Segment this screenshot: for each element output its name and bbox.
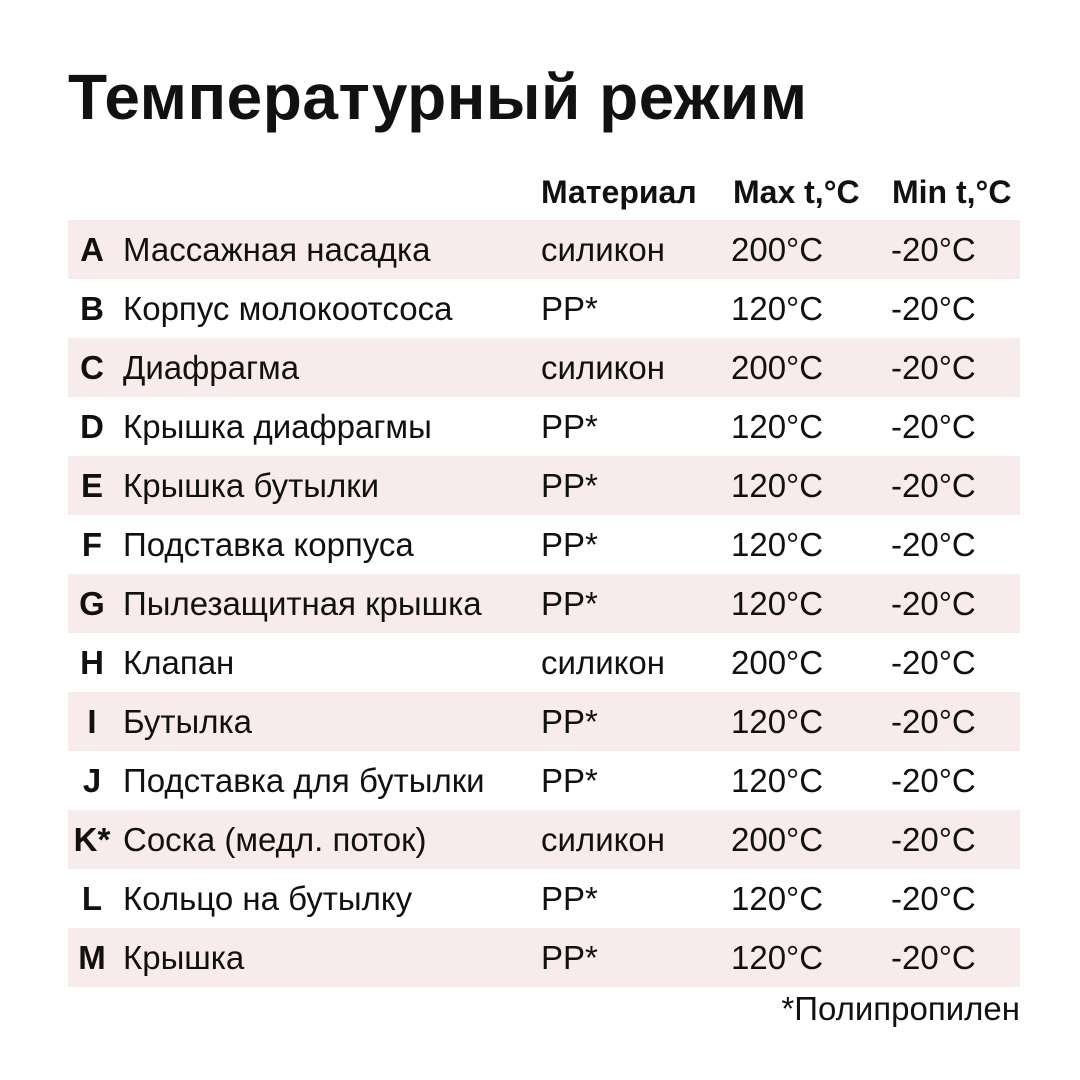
row-part-name: Подставка корпуса	[123, 526, 414, 563]
row-max-temp: 120°C	[731, 703, 824, 740]
header-material: Материал	[541, 173, 697, 210]
row-material: PP*	[541, 762, 598, 799]
row-min-temp: -20°C	[891, 526, 976, 563]
table-row	[68, 810, 1020, 869]
row-letter: G	[79, 585, 105, 622]
row-material: PP*	[541, 526, 598, 563]
table-row	[68, 869, 1020, 928]
row-max-temp: 120°C	[731, 526, 824, 563]
page-title: Температурный режим	[68, 61, 808, 133]
row-part-name: Крышка бутылки	[123, 467, 380, 504]
row-min-temp: -20°C	[891, 880, 976, 917]
row-min-temp: -20°C	[891, 939, 976, 976]
row-material: силикон	[541, 349, 666, 386]
table-row	[68, 515, 1020, 574]
row-min-temp: -20°C	[891, 290, 976, 327]
row-min-temp: -20°C	[891, 821, 976, 858]
row-letter: L	[81, 880, 103, 917]
row-min-temp: -20°C	[891, 231, 976, 268]
table-header	[68, 163, 1020, 220]
row-material: силикон	[541, 231, 666, 268]
row-material: силикон	[541, 644, 666, 681]
row-letter: B	[80, 290, 104, 327]
row-material: PP*	[541, 703, 598, 740]
row-max-temp: 120°C	[731, 408, 824, 445]
row-max-temp: 200°C	[731, 821, 824, 858]
row-max-temp: 120°C	[731, 290, 824, 327]
row-min-temp: -20°C	[891, 408, 976, 445]
row-max-temp: 120°C	[731, 880, 824, 917]
table-row	[68, 456, 1020, 515]
row-letter: J	[82, 762, 102, 799]
row-part-name: Бутылка	[123, 703, 253, 740]
row-part-name: Массажная насадка	[123, 231, 431, 268]
header-min-temp: Min t,°C	[892, 173, 1012, 210]
row-min-temp: -20°C	[891, 349, 976, 386]
table-row	[68, 574, 1020, 633]
row-material: PP*	[541, 880, 598, 917]
row-max-temp: 120°C	[731, 939, 824, 976]
row-letter: I	[87, 703, 97, 740]
row-letter: M	[78, 939, 106, 976]
row-material: силикон	[541, 821, 666, 858]
row-part-name: Корпус молокоотсоса	[123, 290, 453, 327]
table-row	[68, 751, 1020, 810]
row-part-name: Подставка для бутылки	[123, 762, 485, 799]
row-max-temp: 200°C	[731, 231, 824, 268]
row-letter: H	[80, 644, 104, 681]
row-min-temp: -20°C	[891, 703, 976, 740]
row-part-name: Диафрагма	[123, 349, 300, 386]
row-min-temp: -20°C	[891, 467, 976, 504]
row-max-temp: 120°C	[731, 467, 824, 504]
row-min-temp: -20°C	[891, 644, 976, 681]
row-material: PP*	[541, 939, 598, 976]
row-letter: F	[81, 526, 103, 563]
row-part-name: Соска (медл. поток)	[123, 821, 427, 858]
row-letter: E	[80, 467, 103, 504]
row-part-name: Крышка	[123, 939, 245, 976]
row-part-name: Клапан	[123, 644, 235, 681]
table-row	[68, 928, 1020, 987]
header-max-temp: Max t,°C	[733, 173, 860, 210]
row-material: PP*	[541, 585, 598, 622]
row-material: PP*	[541, 467, 598, 504]
row-letter: A	[80, 231, 104, 268]
row-min-temp: -20°C	[891, 585, 976, 622]
row-letter: C	[80, 349, 104, 386]
row-min-temp: -20°C	[891, 762, 976, 799]
table-row	[68, 633, 1020, 692]
table-row	[68, 338, 1020, 397]
row-max-temp: 200°C	[731, 644, 824, 681]
row-part-name: Пылезащитная крышка	[123, 585, 482, 622]
temperature-table	[68, 163, 1020, 987]
row-material: PP*	[541, 408, 598, 445]
row-letter: D	[80, 408, 104, 445]
row-max-temp: 120°C	[731, 585, 824, 622]
row-max-temp: 200°C	[731, 349, 824, 386]
row-part-name: Крышка диафрагмы	[123, 408, 432, 445]
table-row	[68, 279, 1020, 338]
row-material: PP*	[541, 290, 598, 327]
row-part-name: Кольцо на бутылку	[123, 880, 413, 917]
table-row	[68, 220, 1020, 279]
table-body	[68, 220, 1020, 987]
footnote: *Полипропилен	[781, 990, 1020, 1027]
row-letter: K*	[73, 821, 111, 858]
row-max-temp: 120°C	[731, 762, 824, 799]
table-row	[68, 692, 1020, 751]
table-row	[68, 397, 1020, 456]
